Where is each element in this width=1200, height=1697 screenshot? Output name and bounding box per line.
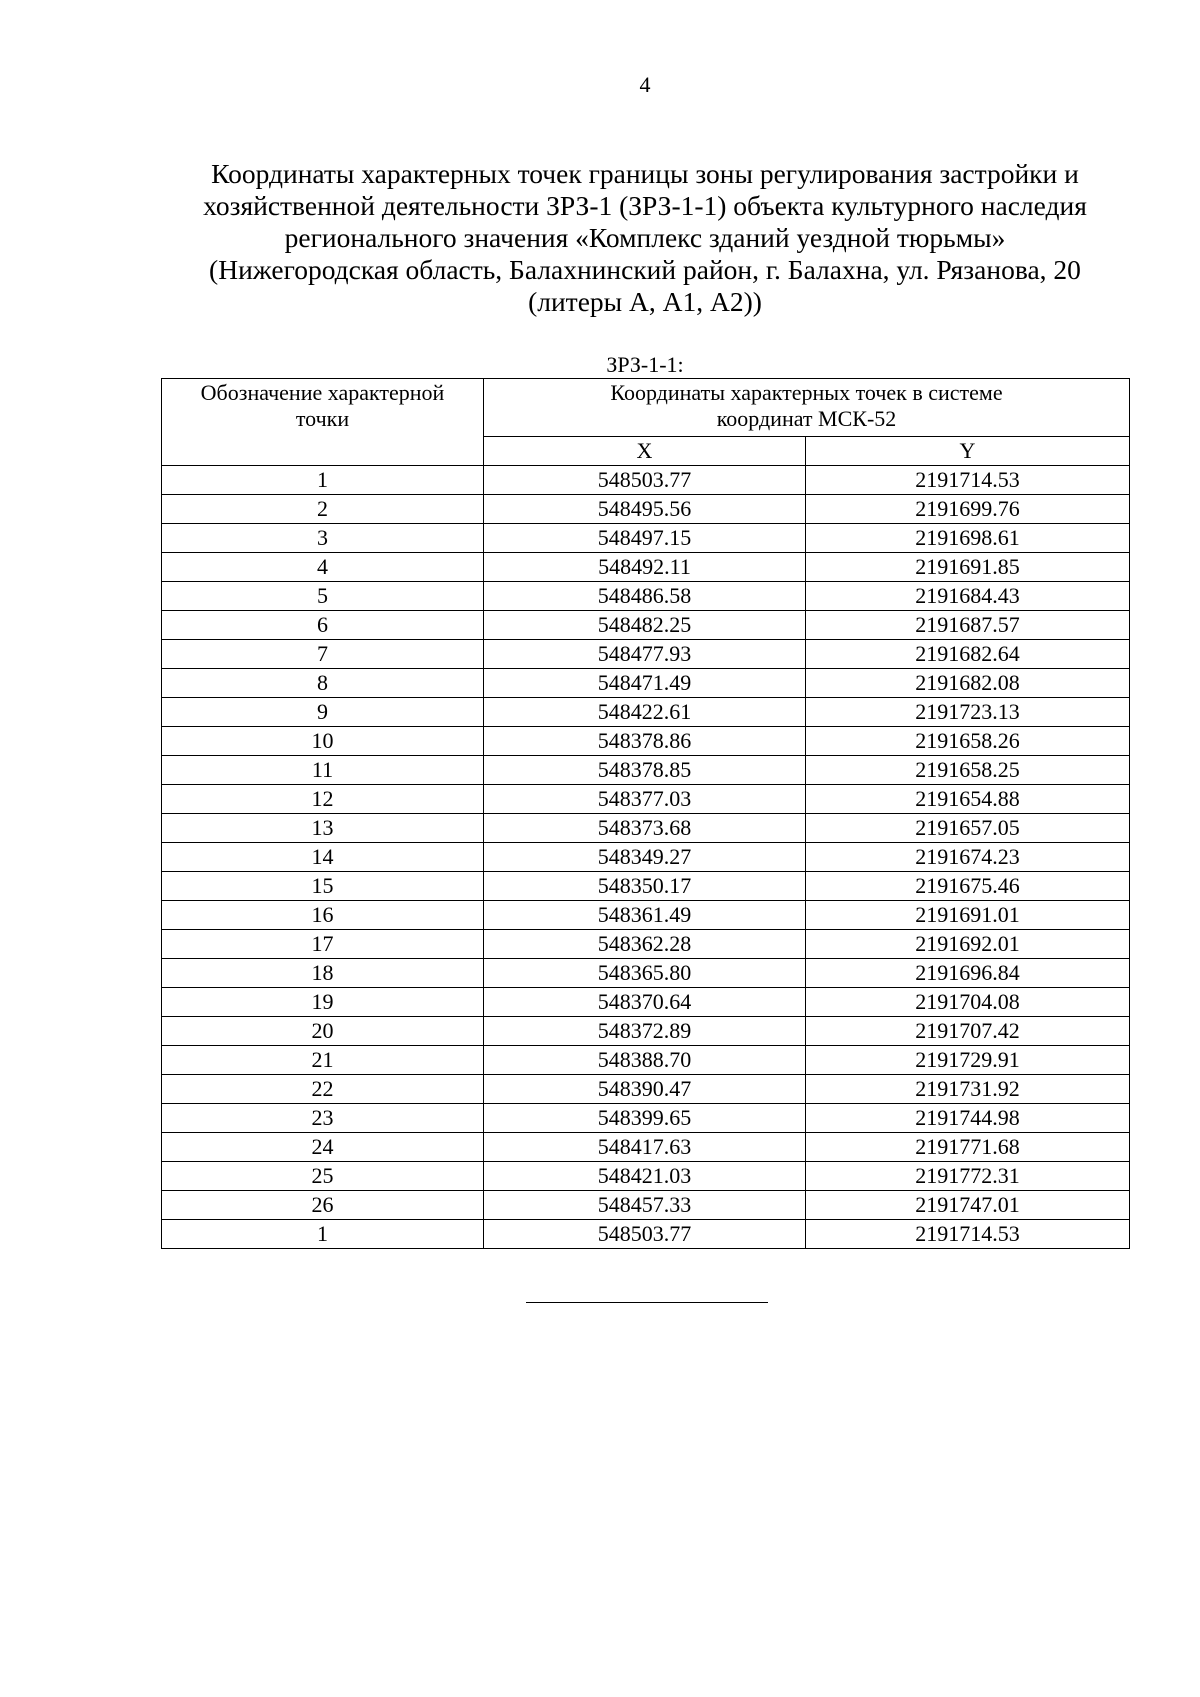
title-line: регионального значения «Комплекс зданий уездной тюрьмы» [284, 222, 1006, 253]
cell-point: 17 [162, 930, 484, 959]
cell-x: 548457.33 [484, 1191, 806, 1220]
table-row [162, 698, 1130, 727]
table-row [162, 785, 1130, 814]
header-y: Y [806, 437, 1130, 466]
table-row [162, 1191, 1130, 1220]
cell-y: 2191674.23 [806, 843, 1130, 872]
cell-point: 4 [162, 553, 484, 582]
title-line: Координаты характерных точек границы зоны регулирования застройки и [211, 158, 1079, 189]
cell-y: 2191691.01 [806, 901, 1130, 930]
table-row [162, 1133, 1130, 1162]
cell-point: 23 [162, 1104, 484, 1133]
page-number: 4 [639, 72, 651, 97]
cell-point: 13 [162, 814, 484, 843]
cell-point: 11 [162, 756, 484, 785]
cell-point: 26 [162, 1191, 484, 1220]
cell-x: 548378.85 [484, 756, 806, 785]
cell-x: 548497.15 [484, 524, 806, 553]
cell-y: 2191654.88 [806, 785, 1130, 814]
cell-point: 15 [162, 872, 484, 901]
cell-point: 22 [162, 1075, 484, 1104]
cell-point: 24 [162, 1133, 484, 1162]
cell-x: 548362.28 [484, 930, 806, 959]
cell-x: 548365.80 [484, 959, 806, 988]
cell-y: 2191675.46 [806, 872, 1130, 901]
table-row [162, 1046, 1130, 1075]
cell-x: 548486.58 [484, 582, 806, 611]
cell-x: 548349.27 [484, 843, 806, 872]
table-row [162, 1104, 1130, 1133]
cell-point: 1 [162, 466, 484, 495]
cell-point: 5 [162, 582, 484, 611]
table-body [162, 466, 1130, 1249]
cell-x: 548422.61 [484, 698, 806, 727]
table-row [162, 1162, 1130, 1191]
cell-y: 2191698.61 [806, 524, 1130, 553]
table-row [162, 814, 1130, 843]
cell-x: 548390.47 [484, 1075, 806, 1104]
cell-y: 2191704.08 [806, 988, 1130, 1017]
table-row [162, 872, 1130, 901]
cell-y: 2191692.01 [806, 930, 1130, 959]
cell-point: 18 [162, 959, 484, 988]
table-row [162, 553, 1130, 582]
table-row [162, 930, 1130, 959]
cell-point: 20 [162, 1017, 484, 1046]
table-row [162, 669, 1130, 698]
table-caption: ЗРЗ-1-1: [606, 352, 684, 377]
coordinates-table [161, 378, 1130, 1249]
cell-y: 2191747.01 [806, 1191, 1130, 1220]
cell-y: 2191723.13 [806, 698, 1130, 727]
cell-y: 2191657.05 [806, 814, 1130, 843]
cell-y: 2191687.57 [806, 611, 1130, 640]
cell-x: 548378.86 [484, 727, 806, 756]
header-coords-line: Координаты характерных точек в системе [610, 380, 1003, 405]
cell-point: 16 [162, 901, 484, 930]
header-coords-line: координат МСК-52 [716, 406, 897, 431]
cell-point: 2 [162, 495, 484, 524]
cell-x: 548503.77 [484, 1220, 806, 1249]
cell-point: 25 [162, 1162, 484, 1191]
table-row [162, 524, 1130, 553]
table-row [162, 1017, 1130, 1046]
cell-y: 2191714.53 [806, 1220, 1130, 1249]
cell-y: 2191682.08 [806, 669, 1130, 698]
cell-x: 548421.03 [484, 1162, 806, 1191]
table-row [162, 466, 1130, 495]
table-row [162, 1075, 1130, 1104]
title-line: (Нижегородская область, Балахнинский район, г. Балахна, ул. Рязанова, 20 [209, 254, 1081, 285]
cell-point: 12 [162, 785, 484, 814]
cell-y: 2191684.43 [806, 582, 1130, 611]
title-line: (литеры А, А1, А2)) [528, 286, 762, 317]
cell-x: 548372.89 [484, 1017, 806, 1046]
table-row [162, 756, 1130, 785]
cell-y: 2191731.92 [806, 1075, 1130, 1104]
table-row [162, 988, 1130, 1017]
cell-x: 548350.17 [484, 872, 806, 901]
table-row [162, 495, 1130, 524]
table-row [162, 959, 1130, 988]
cell-y: 2191707.42 [806, 1017, 1130, 1046]
cell-y: 2191658.25 [806, 756, 1130, 785]
cell-y: 2191729.91 [806, 1046, 1130, 1075]
table-row [162, 901, 1130, 930]
cell-point: 9 [162, 698, 484, 727]
cell-y: 2191772.31 [806, 1162, 1130, 1191]
document-title [160, 158, 1130, 318]
cell-point: 8 [162, 669, 484, 698]
table-row [162, 727, 1130, 756]
cell-point: 19 [162, 988, 484, 1017]
cell-y: 2191682.64 [806, 640, 1130, 669]
cell-point: 6 [162, 611, 484, 640]
cell-x: 548503.77 [484, 466, 806, 495]
cell-x: 548377.03 [484, 785, 806, 814]
cell-point: 10 [162, 727, 484, 756]
cell-y: 2191696.84 [806, 959, 1130, 988]
cell-point: 21 [162, 1046, 484, 1075]
cell-x: 548492.11 [484, 553, 806, 582]
cell-x: 548417.63 [484, 1133, 806, 1162]
cell-x: 548361.49 [484, 901, 806, 930]
cell-x: 548388.70 [484, 1046, 806, 1075]
header-point-designation [162, 379, 484, 466]
cell-point: 14 [162, 843, 484, 872]
cell-point: 7 [162, 640, 484, 669]
cell-point: 1 [162, 1220, 484, 1249]
table-row [162, 611, 1130, 640]
cell-y: 2191714.53 [806, 466, 1130, 495]
cell-y: 2191658.26 [806, 727, 1130, 756]
cell-y: 2191691.85 [806, 553, 1130, 582]
cell-x: 548471.49 [484, 669, 806, 698]
cell-x: 548373.68 [484, 814, 806, 843]
table-row [162, 640, 1130, 669]
cell-y: 2191699.76 [806, 495, 1130, 524]
cell-point: 3 [162, 524, 484, 553]
cell-x: 548399.65 [484, 1104, 806, 1133]
cell-y: 2191771.68 [806, 1133, 1130, 1162]
header-x: X [484, 437, 806, 466]
cell-x: 548370.64 [484, 988, 806, 1017]
cell-x: 548482.25 [484, 611, 806, 640]
header-point-line: точки [295, 406, 350, 431]
header-point-line: Обозначение характерной [200, 380, 445, 405]
header-coordinates [484, 379, 1130, 437]
table-row [162, 843, 1130, 872]
table-row [162, 582, 1130, 611]
cell-y: 2191744.98 [806, 1104, 1130, 1133]
title-line: хозяйственной деятельности ЗРЗ-1 (ЗРЗ-1-1) объекта культурного наследия [203, 190, 1087, 221]
footer-divider [526, 1302, 768, 1303]
table-row [162, 1220, 1130, 1249]
cell-x: 548477.93 [484, 640, 806, 669]
cell-x: 548495.56 [484, 495, 806, 524]
